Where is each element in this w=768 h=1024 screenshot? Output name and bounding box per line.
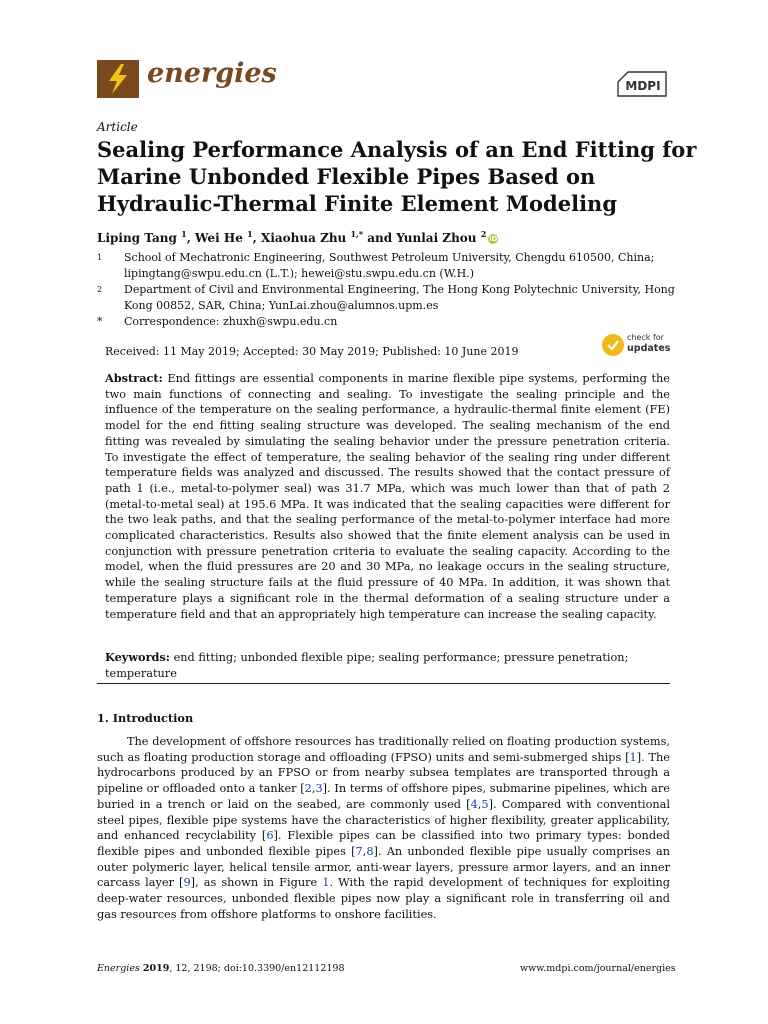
affiliations	[97, 250, 697, 331]
intro-text: ,	[311, 782, 316, 796]
check-updates-icon	[602, 334, 624, 356]
intro-text: ]. Compared with conventional steel pipes, flexible pipe systems have the characteristics of higher flexibility, greater applicability, and enhanced recyclability [	[97, 797, 670, 843]
citation-link[interactable]: 4	[470, 797, 478, 811]
intro-text: The development of offshore resources has traditionally relied on floating production systems, such as floating production storage and offloading (FPSO) units and semi-submerged ships [	[97, 735, 670, 764]
journal-name: energies	[147, 58, 277, 89]
keywords-text: end fitting; unbonded flexible pipe; sealing performance; pressure penetration; temperature	[105, 651, 629, 680]
affiliation-item	[97, 282, 697, 313]
citation-link[interactable]: 7	[355, 844, 363, 858]
author-affil-mark: 2	[480, 229, 487, 239]
author-name: Xiaohua Zhu	[261, 231, 347, 245]
affiliation-mark: *	[97, 315, 103, 328]
citation-link[interactable]: 6	[266, 829, 274, 843]
intro-text: ,	[477, 797, 482, 811]
citation-link[interactable]: 3	[315, 782, 323, 796]
keywords-label: Keywords:	[105, 650, 170, 664]
author-name: Liping Tang	[97, 231, 177, 245]
citation-link[interactable]: 8	[366, 844, 374, 858]
footer-journal-url[interactable]: www.mdpi.com/journal/energies	[520, 963, 676, 974]
affiliation-mark: 1	[97, 253, 103, 262]
updates-badge-line1: check for	[627, 333, 664, 342]
affiliation-mark: 2	[97, 285, 103, 294]
article-type: Article	[97, 120, 138, 134]
publisher-logo-icon	[612, 70, 670, 98]
affiliation-text: School of Mechatronic Engineering, Southwest Petroleum University, Chengdu 610500, China; lipingtang@swpu.edu.cn (L.T.); hewei@stu.swpu.edu.cn (W.H.)	[124, 251, 655, 280]
intro-text: ]. An unbonded flexible pipe usually comprises an outer polymeric layer, helical tensile armor, anti-wear layers, pressure armor layers, and an inner carcass layer [	[97, 844, 670, 890]
footer-year: 2019	[142, 963, 170, 974]
check-for-updates-button[interactable]	[602, 332, 672, 358]
introduction-paragraph	[97, 734, 670, 922]
orcid-icon[interactable]: iD	[489, 235, 498, 243]
citation-link[interactable]: 5	[481, 797, 489, 811]
footer-doi: , 12, 2198; doi:10.3390/en12112198	[169, 963, 345, 974]
abstract-text: End fittings are essential components in marine flexible pipe systems, performing the two main functions of connecting and sealing. To investigate the sealing principle and the influence of the temperature on the sealing performance, a hydraulic-thermal finite element (FE) model for the end fitting sealing structure was developed. The sealing mechanism of the end fitting was revealed by simulating the sealing behavior under the pressure penetration criteria. To investigate the effect of temperature, the sealing behavior of the sealing ring under different temperature fields was analyzed and discussed. The results showed that the contact pressure of path 1 (i.e., metal-to-polymer seal) was 31.7 MPa, which was much lower than that of path 2 (metal-to-metal seal) at 195.6 MPa. It was indicated that the sealing capacities were different for the two leak paths, and that the sealing performance of the metal-to-polymer interface had more complicated characteristics. Results also showed that the finite element analysis can be used in conjunction with pressure penetration criteria to evaluate the sealing capacity. According to the model, when the fluid pressures are 20 and 30 MPa, no leakage occurs in the sealing structure, while the sealing structure fails at the fluid pressure of 40 MPa. In addition, it was shown that temperature plays a significant role in the thermal deformation of a sealing structure under a temperature field and that an appropriately high temperature can increase the sealing capacity.	[105, 372, 670, 621]
author-affil-mark: 1	[181, 229, 187, 239]
author-name: Yunlai Zhou	[396, 231, 477, 245]
affiliation-text: Department of Civil and Environmental Engineering, The Hong Kong Polytechnic University, Hong Kong 00852, SAR, China; YunLai.zhou@alumnos.upm.es	[124, 283, 675, 312]
publisher-name: MDPI	[625, 79, 661, 93]
section-heading: 1. Introduction	[97, 711, 194, 725]
affiliation-item	[97, 314, 697, 330]
intro-text: ,	[362, 844, 367, 858]
citation-link[interactable]: 2	[304, 782, 312, 796]
keywords	[105, 650, 670, 681]
paper-title: Sealing Performance Analysis of an End Fitting for Marine Unbonded Flexible Pipes Based on Hydraulic-Thermal Finite Element Modeling	[97, 137, 697, 216]
section-divider	[97, 683, 670, 684]
footer-journal: Energies	[97, 963, 140, 974]
author-affil-mark: 1	[247, 229, 253, 239]
citation-link[interactable]: 1	[322, 876, 330, 890]
publication-dates: Received: 11 May 2019; Accepted: 30 May 2019; Published: 10 June 2019	[105, 345, 519, 358]
intro-text: ]. Flexible pipes can be classified into two primary types: bonded flexible pipes and unbonded flexible pipes [	[97, 829, 670, 858]
correspondence-text: Correspondence: zhuxh@swpu.edu.cn	[124, 315, 338, 328]
author-affil-mark: 1,*	[350, 229, 364, 239]
journal-logo-icon	[97, 60, 139, 98]
intro-text: ]. In terms of offshore pipes, submarine pipelines, which are buried in a trench or laid on the seabed, are commonly used [	[97, 782, 670, 811]
author-name: Wei He	[195, 231, 243, 245]
affiliation-item	[97, 250, 697, 281]
footer-citation	[97, 963, 345, 974]
intro-text: ]. The hydrocarbons produced by an FPSO or from nearby subsea templates are transported through a pipeline or offloaded onto a tanker [	[97, 750, 670, 796]
author-list: Liping Tang $^1$, Wei He $^1$, Xiaohua Zhu $^{1,*}$ and Yunlai Zhou $^2$ iD	[97, 229, 498, 245]
abstract-label: Abstract:	[105, 371, 163, 385]
citation-link[interactable]: 1	[629, 750, 637, 764]
abstract	[105, 371, 670, 622]
citation-link[interactable]: 9	[183, 876, 191, 890]
intro-text: . With the rapid development of techniques for exploiting deep-water resources, unbonded flexible pipes now play a significant role in transferring oil and gas resources from offshore platforms to onshore facilities.	[97, 876, 670, 921]
updates-badge-line2: updates	[627, 343, 671, 354]
intro-text: ], as shown in Figure	[190, 876, 323, 890]
